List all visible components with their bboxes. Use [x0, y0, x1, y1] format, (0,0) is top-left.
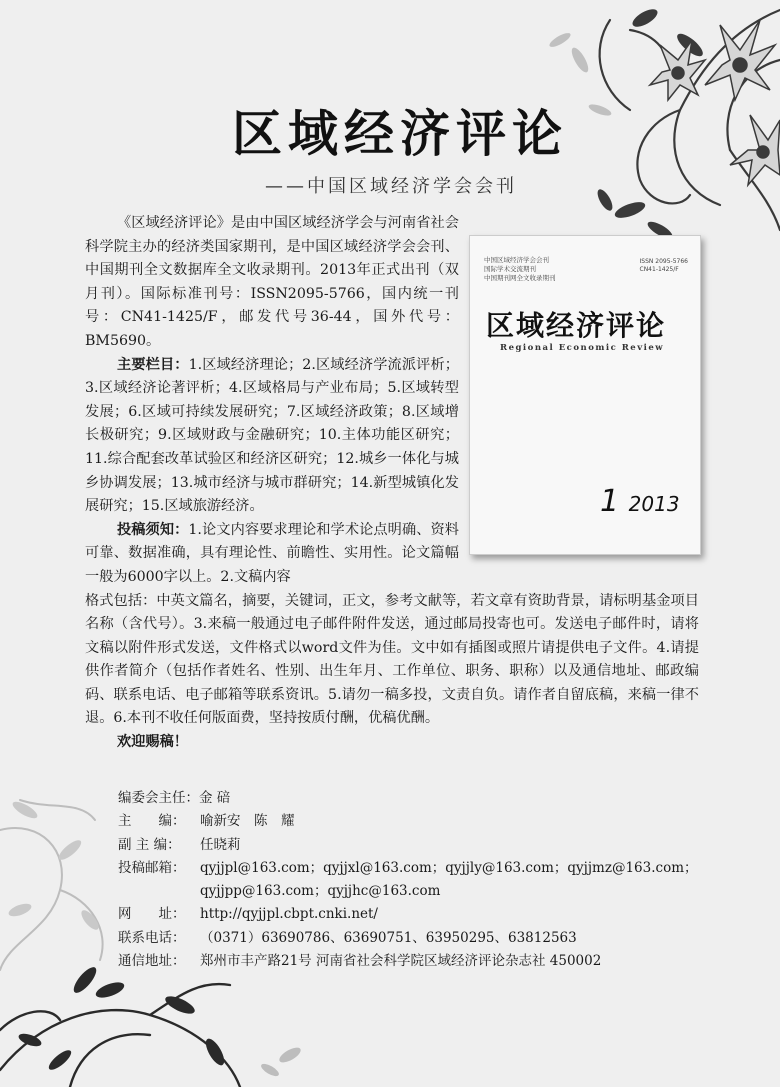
cover-english-title: Regional Economic Review [500, 343, 665, 353]
email-list-line2[interactable]: qyjjpp@163.com；qyjjhc@163.com [200, 883, 441, 900]
cover-issn: ISSN 2095-5766 CN41-1425/F [639, 258, 688, 273]
columns-label: 主要栏目： [117, 356, 189, 373]
welcome-text: 欢迎赐稿！ [117, 734, 188, 751]
magazine-title: 区域经济评论 [232, 104, 568, 163]
cover-publisher-lines: 中国区域经济学会会刊 国际学术交流期刊 中国期刊网全文收录期刊 [484, 256, 556, 282]
website-link[interactable]: http://qyjjpl.cbpt.cnki.net/ [200, 906, 378, 923]
editorial-credits [118, 787, 698, 973]
credit-deputy: 副 主 编： 任晓莉 [118, 836, 241, 853]
credit-emails: 投稿邮箱： qyjjpl@163.com；qyjjxl@163.com；qyjjly@163.com；qyjjmz@163.com； [118, 857, 698, 880]
credit-emails-cont [118, 880, 698, 903]
credit-director: 编委会主任： 金 碚 [118, 790, 231, 806]
columns-paragraph [85, 354, 459, 519]
submission-text-narrow: 1.论文内容要求理论和学术论点明确、资料可靠、数据准确，具有理论性、前瞻性、实用性。论文篇幅一般为6000字以上。2.文稿内容 [85, 521, 459, 585]
submission-paragraph-narrow [85, 519, 459, 590]
article-body [85, 212, 699, 755]
intro-paragraph: 《区域经济评论》是由中国区域经济学会与河南省社会科学院主办的经济类国家期刊，是中国区域经济学会会刊、中国期刊全文数据库全文收录期刊。2013年正式出刊（双月刊）。国际标准刊号：ISSN2095-5766，国内统一刊号：CN41-1425/F，邮发代号36-44，国外代号：BM5690。 [85, 215, 459, 349]
email-list-line1[interactable]: qyjjpl@163.com；qyjjxl@163.com；qyjjly@163.com；qyjjmz@163.com； [200, 859, 698, 876]
cover-title: 区域经济评论 [486, 309, 667, 342]
submission-paragraph-wide: 格式包括：中英文篇名，摘要，关键词，正文，参考文献等，若文章有资助背景，请标明基金项目名称（含代号）。3.来稿一般通过电子邮件附件发送，通过邮局投寄也可。发送电子邮件时，请将文稿以附件形式发送，文件格式以word文件为佳。文中如有插图或照片请提供电子文件。4.请提供作者简介（包括作者姓名、性别、出生年月、工作单位、职务、职称）以及通信地址、邮政编码、联系电话、电子邮箱等联系资讯。5.请勿一稿多投，文责自负。请作者自留底稿，来稿一律不退。6.本刊不收任何版面费，坚持按质付酬，优稿优酬。 [85, 592, 699, 727]
cover-issue-number: 1 2013 [600, 484, 680, 519]
credit-editor: 主 编： 喻新安 陈 耀 [118, 813, 295, 830]
columns-text: 1.区域经济理论；2.区域经济学流派评析；3.区域经济论著评析；4.区域格局与产业布局；5.区域转型发展；6.区域可持续发展研究；7.区域经济政策；8.区域增长极研究；9.区域财政与金融研究；10.主体功能区研究；11.综合配套改革试验区和经济区研究；12.城乡一体化与城乡协调发展；13.城市经济与城市群研究；14.新型城镇化发展研究；15.区域旅游经济。 [85, 356, 459, 515]
submission-label: 投稿须知： [117, 521, 189, 538]
credit-website: 网 址： http://qyjjpl.cbpt.cnki.net/ [118, 903, 698, 926]
credit-address: 通信地址： 郑州市丰产路21号 河南省社会科学院区域经济评论杂志社 450002 [118, 953, 602, 970]
credit-phone: 联系电话： （0371）63690786、63690751、63950295、63812563 [118, 929, 577, 946]
magazine-subtitle: ——中国区域经济学会会刊 [265, 176, 517, 197]
